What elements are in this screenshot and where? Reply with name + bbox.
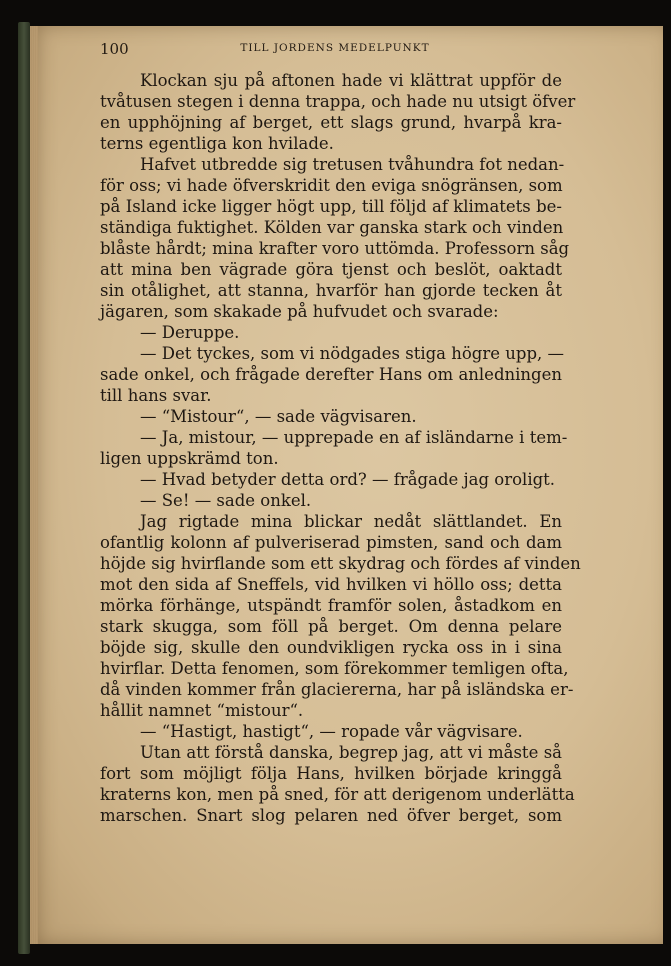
text-line: — Hvad betyder detta ord? — frågade jag oroligt. [140,470,556,489]
text-line: hållit namnet “mistour“. [100,701,304,720]
text-line: blåste hårdt; mina krafter voro uttömda. Professorn såg [100,239,570,258]
text-line: mot den sida af Sneffels, vid hvilken vi höllo oss; detta [100,575,562,594]
text-line: — Se! — sade onkel. [140,491,312,510]
text-line: kraterns kon, men på sned, för att derigenom underlätta [100,785,575,804]
text-line: att mina ben vägrade göra tjenst och beslöt, oaktadt [100,260,562,279]
text-line: en upphöjning af berget, ett slags grund, hvarpå kra- [100,113,562,132]
page-header [100,40,570,60]
text-line: till hans svar. [100,386,212,405]
page-stack-edge [30,26,38,944]
text-line: stark skugga, som föll på berget. Om denna pelare [100,617,562,636]
running-head: TILL JORDENS MEDELPUNKT [240,42,430,54]
text-line: hvirflar. Detta fenomen, som förekommer temligen ofta, [100,659,569,678]
text-line: fort som möjligt följa Hans, hvilken började kringgå [100,764,562,783]
text-line: för oss; vi hade öfverskridit den eviga snögränsen, som [100,176,563,195]
text-line: — “Hastigt, hastigt“, — ropade vår vägvisare. [140,722,523,741]
text-line: böjde sig, skulle den oundvikligen rycka oss in i sina [100,638,562,657]
text-line: ofantlig kolonn af pulveriserad pimsten, sand och dam [100,533,562,552]
text-line: höjde sig hvirflande som ett skydrag och fördes af vinden [100,554,581,573]
text-line: terns egentliga kon hvilade. [100,134,334,153]
text-line: — Deruppe. [140,323,240,342]
text-line: — Ja, mistour, — upprepade en af isländarne i tem- [140,428,568,447]
text-line: på Island icke ligger högt upp, till följd af klimatets be- [100,197,562,216]
text-line: ligen uppskrämd ton. [100,449,279,468]
text-line: marschen. Snart slog pelaren ned öfver berget, som [100,806,562,825]
text-line: då vinden kommer från glaciererna, har på isländska er- [100,680,574,699]
text-line: ständiga fuktighet. Kölden var ganska stark och vinden [100,218,564,237]
text-line: Klockan sju på aftonen hade vi klättrat uppför de [140,71,562,90]
text-line: sin otålighet, att stanna, hvarför han gjorde tecken åt [100,281,562,300]
text-line: — “Mistour“, — sade vägvisaren. [140,407,417,426]
text-line: — Det tyckes, som vi nödgades stiga högre upp, — [140,344,565,363]
book-cover-edge [18,22,30,954]
text-line: Hafvet utbredde sig tretusen tvåhundra fot nedan- [140,155,565,174]
body-text [100,70,581,826]
text-line: jägaren, som skakade på hufvudet och svarade: [100,302,499,321]
text-line: sade onkel, och frågade derefter Hans om anledningen [100,365,562,384]
text-line: Jag rigtade mina blickar nedåt slättlandet. En [140,512,562,531]
page-number: 100 [100,40,129,58]
text-line: Utan att förstå danska, begrep jag, att vi måste så [140,743,562,762]
text-line: mörka förhänge, utspändt framför solen, åstadkom en [100,596,562,615]
text-line: tvåtusen stegen i denna trappa, och hade nu utsigt öfver [100,92,576,111]
